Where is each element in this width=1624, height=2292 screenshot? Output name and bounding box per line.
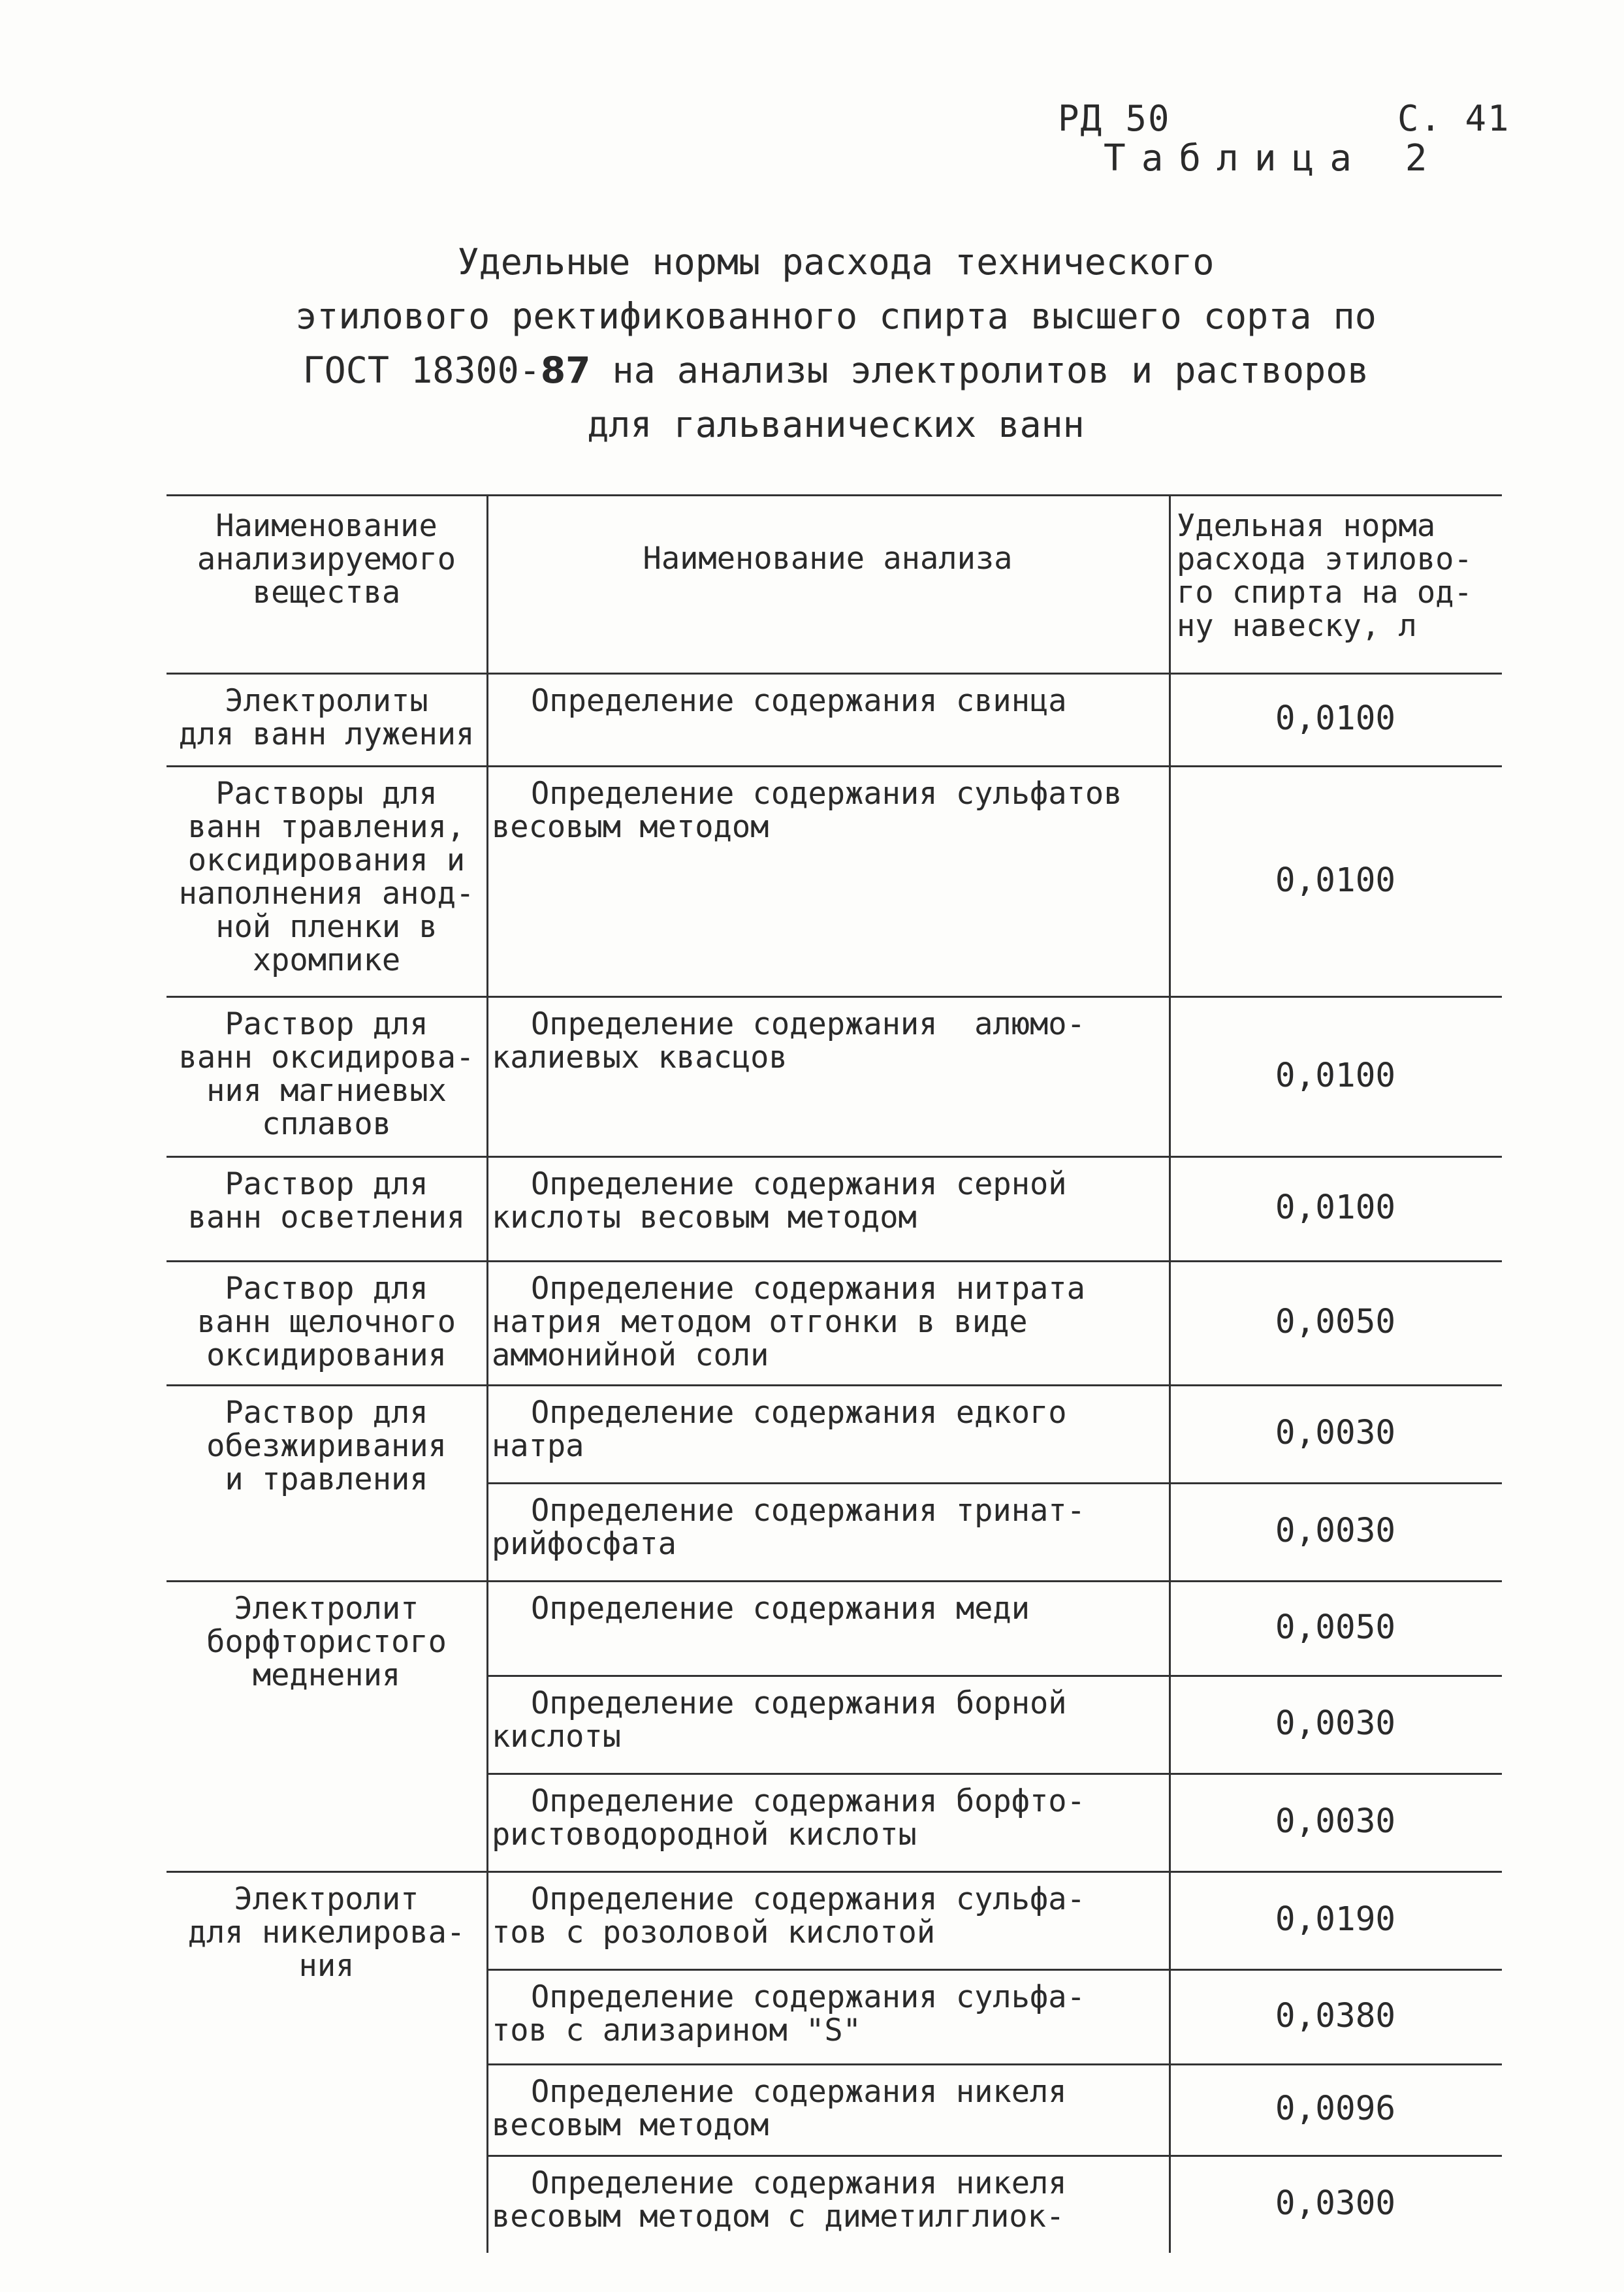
col-divider-1 — [486, 2155, 488, 2253]
analysis-line: Определение содержания никеля — [531, 2165, 1067, 2201]
analysis-line: Определение содержания серной — [531, 1166, 1067, 1202]
substance-line: Электролиты — [225, 683, 428, 719]
substance-line: хромпике — [252, 942, 401, 978]
norm-value: 0,0190 — [1275, 1900, 1396, 1939]
row-rule — [486, 1482, 1502, 1484]
analysis-line: Определение содержания сульфа- — [531, 1979, 1085, 2015]
analysis-line: калиевых квасцов — [492, 1040, 788, 1075]
analysis-line: весовым методом — [492, 809, 769, 845]
title-line-4: для гальванических ванн — [587, 404, 1085, 445]
substance-line: ванн осветления — [187, 1200, 466, 1235]
title-line-2: этилового ректификованного спирта высшего сорта по — [295, 295, 1377, 337]
analysis-line: аммонийной соли — [492, 1337, 769, 1373]
title-line-3-prefix: ГОСТ 18300- — [302, 349, 541, 391]
header-norm-line: расхода этилово- — [1177, 541, 1473, 577]
row-rule — [167, 1260, 1502, 1262]
analysis-line: Определение содержания борной — [531, 1685, 1067, 1721]
substance-line: для ванн лужения — [178, 716, 475, 752]
norm-value: 0,0100 — [1275, 861, 1396, 900]
row-rule — [167, 996, 1502, 998]
analysis-line: ристоводородной кислоты — [492, 1817, 917, 1853]
row-rule — [167, 1156, 1502, 1158]
title-year: 87 — [540, 349, 591, 391]
norm-value: 0,0050 — [1275, 1608, 1396, 1647]
norm-value: 0,0050 — [1275, 1303, 1396, 1341]
substance-line: обезжиривания — [206, 1428, 447, 1464]
header-substance-line: Наименование — [215, 508, 438, 544]
analysis-line: Определение содержания свинца — [531, 683, 1067, 719]
col-divider-1 — [486, 765, 488, 996]
norm-value: 0,0030 — [1275, 1512, 1396, 1550]
norm-value: 0,0380 — [1275, 1997, 1396, 2035]
header-substance-line: вещества — [252, 575, 401, 611]
analysis-line: кислоты весовым методом — [492, 1200, 917, 1235]
analysis-line: Определение содержания никеля — [531, 2074, 1067, 2110]
document-code: РД 50 — [1058, 98, 1171, 139]
row-rule — [486, 1969, 1502, 1971]
row-rule — [167, 1384, 1502, 1386]
substance-line: Электролит — [234, 1881, 419, 1917]
title-line-1: Удельные нормы расхода технического — [457, 241, 1215, 283]
analysis-line: рийфосфата — [492, 1526, 677, 1562]
norm-value: 0,0030 — [1275, 1704, 1396, 1743]
substance-line: ния — [298, 1948, 355, 1984]
substance-line: Раствор для — [225, 1166, 428, 1202]
norm-value: 0,0096 — [1275, 2090, 1396, 2128]
row-rule — [486, 2155, 1502, 2157]
header-norm-line: го спирта на од- — [1177, 575, 1473, 611]
substance-line: для никелирова- — [187, 1915, 466, 1950]
norm-value: 0,0300 — [1275, 2184, 1396, 2223]
substance-line: наполнения анод- — [178, 876, 475, 912]
substance-line: оксидирования — [206, 1337, 447, 1373]
row-rule — [486, 1773, 1502, 1775]
analysis-line: тов с розоловой кислотой — [492, 1915, 936, 1950]
col-divider-1 — [486, 1675, 488, 1773]
header-analysis: Наименование анализа — [643, 541, 1013, 577]
substance-line: сплавов — [261, 1106, 392, 1142]
row-rule — [486, 2063, 1502, 2065]
row-rule — [167, 1871, 1502, 1873]
norm-value: 0,0030 — [1275, 1802, 1396, 1841]
substance-line: ной пленки в — [215, 909, 438, 945]
header-col-divider-1 — [486, 494, 488, 673]
substance-line: ванн щелочного — [197, 1304, 456, 1340]
analysis-line: Определение содержания едкого — [531, 1395, 1067, 1431]
substance-line: Растворы для — [215, 776, 438, 812]
header-norm-line: ну навеску, л — [1177, 608, 1417, 644]
row-rule — [486, 1675, 1502, 1677]
substance-line: Раствор для — [225, 1271, 428, 1307]
col-divider-1 — [486, 1260, 488, 1384]
col-divider-1 — [486, 1871, 488, 1969]
substance-line: Раствор для — [225, 1006, 428, 1042]
analysis-line: Определение содержания меди — [531, 1591, 1030, 1627]
substance-line: борфтористого — [206, 1624, 447, 1660]
norm-value: 0,0100 — [1275, 699, 1396, 738]
title-line-3-suffix: на анализы электролитов и растворов — [590, 349, 1369, 391]
table-top-rule — [167, 494, 1502, 496]
analysis-line: весовым методом с диметилглиок- — [492, 2199, 1065, 2235]
analysis-line: весовым методом — [492, 2107, 769, 2143]
substance-line: ванн оксидирова- — [178, 1040, 475, 1075]
col-divider-1 — [486, 1773, 488, 1871]
substance-line: ния магниевых — [206, 1073, 447, 1109]
col-divider-1 — [486, 673, 488, 765]
page-number: С. 41 — [1397, 98, 1510, 139]
header-norm-line: Удельная норма — [1177, 508, 1436, 544]
norm-value: 0,0030 — [1275, 1414, 1396, 1452]
norm-value: 0,0100 — [1275, 1188, 1396, 1227]
norm-value: 0,0100 — [1275, 1057, 1396, 1095]
analysis-line: тов с ализарином "S" — [492, 2013, 861, 2048]
analysis-line: Определение содержания нитрата — [531, 1271, 1085, 1307]
analysis-line: Определение содержания тринат- — [531, 1493, 1085, 1529]
col-divider-1 — [486, 2063, 488, 2155]
substance-line: ванн травления, — [187, 809, 466, 845]
substance-line: меднения — [252, 1657, 401, 1693]
col-divider-1 — [486, 1969, 488, 2063]
row-rule — [167, 765, 1502, 767]
substance-line: Электролит — [234, 1591, 419, 1627]
col-divider-1 — [486, 1384, 488, 1482]
analysis-line: Определение содержания алюмо- — [531, 1006, 1085, 1042]
analysis-line: натрия методом отгонки в виде — [492, 1304, 1028, 1340]
table-label: Таблица 2 — [1104, 137, 1443, 180]
col-divider-1 — [486, 1580, 488, 1675]
header-substance-line: анализируемого — [197, 541, 456, 577]
analysis-line: Определение содержания сульфа- — [531, 1881, 1085, 1917]
substance-line: оксидирования и — [187, 842, 466, 878]
substance-line: Раствор для — [225, 1395, 428, 1431]
header-bottom-rule — [167, 673, 1502, 675]
col-divider-1 — [486, 1156, 488, 1260]
analysis-line: Определение содержания сульфатов — [531, 776, 1122, 812]
analysis-line: Определение содержания борфто- — [531, 1783, 1085, 1819]
substance-line: и травления — [225, 1461, 428, 1497]
col-divider-1 — [486, 996, 488, 1156]
analysis-line: кислоты — [492, 1719, 622, 1755]
col-divider-1 — [486, 1482, 488, 1580]
row-rule — [167, 1580, 1502, 1582]
header-col-divider-2 — [1169, 494, 1171, 673]
analysis-line: натра — [492, 1428, 584, 1464]
